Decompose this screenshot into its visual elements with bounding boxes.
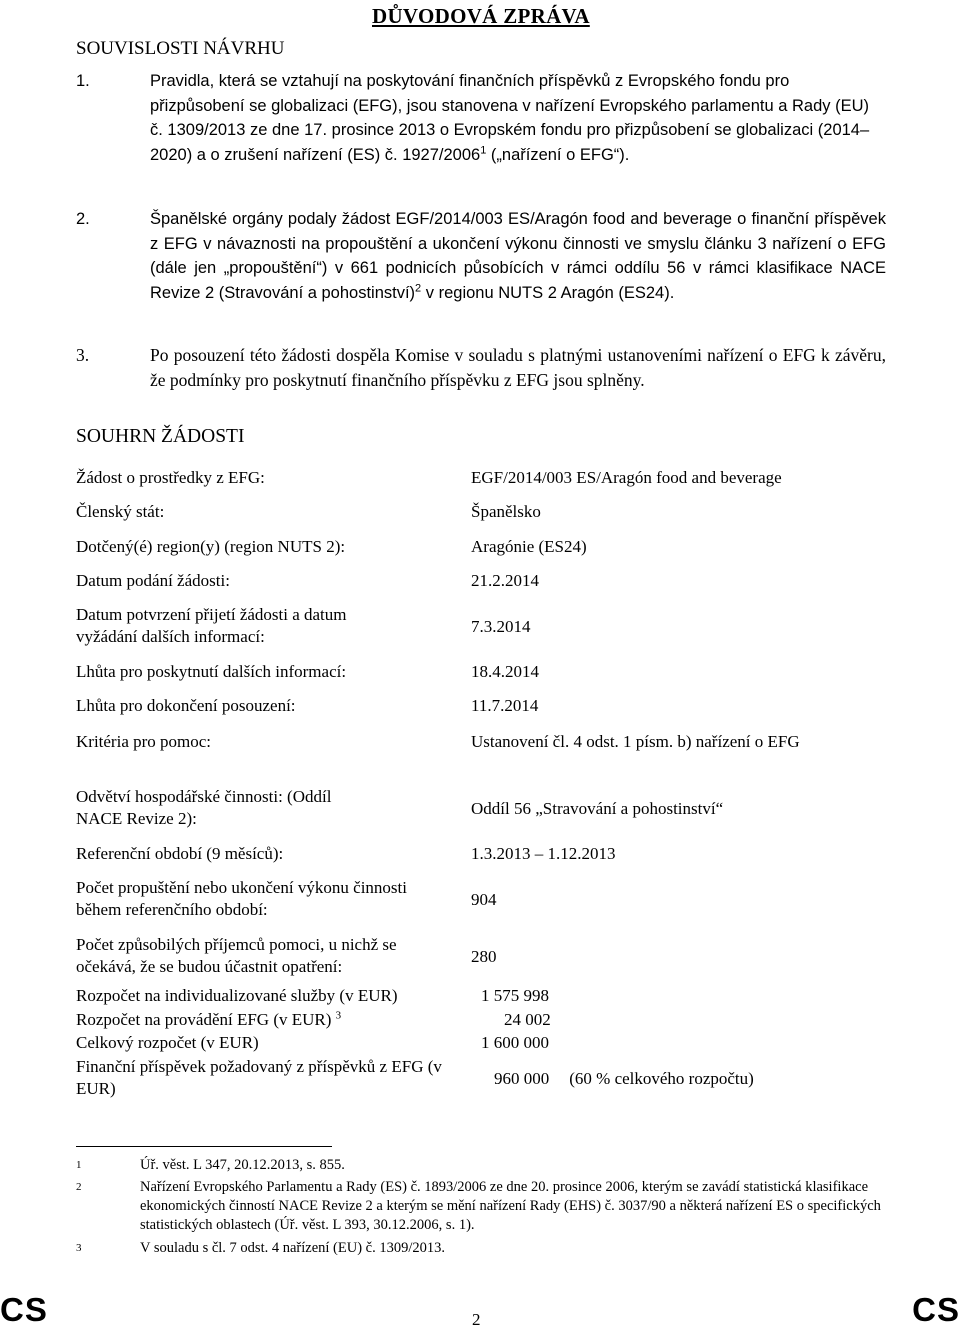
- paragraph-text: v regionu NUTS 2 Aragón (ES24).: [421, 283, 675, 302]
- footnote-ref[interactable]: 3: [335, 1009, 342, 1022]
- row-label: Lhůta pro poskytnutí dalších informací:: [76, 662, 347, 681]
- row-value: 1 575 998: [481, 986, 549, 1005]
- row-label: Rozpočet na individualizované služby (v EUR): [76, 986, 398, 1005]
- row-value: 18.4.2014: [471, 662, 539, 681]
- footnote-number: 3: [76, 1242, 82, 1254]
- paragraph-number: 3.: [76, 345, 90, 365]
- footnote-number: 2: [76, 1181, 82, 1193]
- language-code-right: CS: [912, 1291, 960, 1328]
- row-value: 1.3.2013 – 1.12.2013: [471, 844, 616, 863]
- section-heading-summary: SOUHRN ŽÁDOSTI: [76, 426, 245, 447]
- row-label: Referenční období (9 měsíců):: [76, 844, 284, 863]
- row-label: Datum podání žádosti:: [76, 571, 230, 590]
- row-value: EGF/2014/003 ES/Aragón food and beverage: [471, 468, 782, 487]
- row-value: 11.7.2014: [471, 696, 539, 715]
- row-value: Španělsko: [471, 502, 541, 521]
- footnote: [76, 1156, 906, 1175]
- footnote-text: Nařízení Evropského Parlamentu a Rady (ES) č. 1893/2006 ze dne 20. prosince 2006, kterým se zavádí statistická klasifikace ekonomických činností NACE Revize 2 a kterým se mění nařízení Rady (EHS) č. 3037/90 a některá nařízení ES o specifických statistických oblastech (Úř. věst. L 393, 30.12.2006, s. 1).: [140, 1179, 881, 1233]
- paragraph-number: 2.: [76, 210, 90, 228]
- row-value: [494, 1068, 914, 1090]
- row-value: 24 002: [504, 1010, 551, 1029]
- paragraph-text: („nařízení o EFG“).: [486, 145, 630, 164]
- row-label: Žádost o prostředky z EFG:: [76, 468, 265, 487]
- row-value: Ustanovení čl. 4 odst. 1 písm. b) nařízení o EFG: [471, 732, 800, 751]
- row-value-note: (60 % celkového rozpočtu): [569, 1069, 754, 1088]
- row-value: 1 600 000: [481, 1033, 549, 1052]
- row-value: Oddíl 56 „Stravování a pohostinství“: [471, 799, 724, 818]
- row-label: Počet propuštění nebo ukončení výkonu činnosti během referenčního období:: [76, 878, 407, 919]
- row-label: Dotčený(é) region(y) (region NUTS 2):: [76, 537, 346, 556]
- row-label: Kritéria pro pomoc:: [76, 732, 212, 751]
- row-value: 280: [471, 947, 497, 966]
- footnote-text: V souladu s čl. 7 odst. 4 nařízení (EU) č. 1309/2013.: [140, 1240, 445, 1256]
- section-heading-context: SOUVISLOSTI NÁVRHU: [76, 38, 285, 59]
- footnote: [76, 1178, 906, 1235]
- row-label: Členský stát:: [76, 502, 165, 521]
- paragraph-number: 1.: [76, 72, 90, 90]
- row-value: 7.3.2014: [471, 617, 531, 636]
- row-label: Počet způsobilých příjemců pomoci, u nichž se očekává, že se budou účastnit opatření:: [76, 935, 397, 976]
- footnote: [76, 1239, 906, 1258]
- footnote-divider: [76, 1146, 332, 1147]
- paragraph-text: Po posouzení této žádosti dospěla Komise v souladu s platnými ustanoveními nařízení o EFG k závěru, že podmínky pro poskytnutí finančního příspěvku z EFG jsou splněny.: [150, 345, 886, 390]
- footnote-ref[interactable]: 1: [480, 144, 487, 156]
- language-code-left: CS: [0, 1291, 48, 1328]
- paragraph-3: [76, 343, 886, 392]
- row-label: Celkový rozpočet (v EUR): [76, 1033, 259, 1052]
- footnote-number: 1: [76, 1159, 82, 1171]
- document-title: DŮVODOVÁ ZPRÁVA: [372, 4, 590, 28]
- paragraph-2: [76, 207, 886, 305]
- row-label: Finanční příspěvek požadovaný z příspěvků z EFG (v EUR): [76, 1057, 442, 1098]
- row-label: Datum potvrzení přijetí žádosti a datum vyžádání dalších informací:: [76, 605, 347, 646]
- paragraph-text: Španělské orgány podaly žádost EGF/2014/003 ES/Aragón food and beverage o finanční příspěvek z EFG v návaznosti na propouštění a ukončení výkonu činnosti ve smyslu článku 3 nařízení o EFG (dále jen „propouštění“) v 661 podnicích působících v rámci oddílu 56 v rámci klasifikace NACE Revize 2 (Stravování a pohostinství): [150, 210, 886, 302]
- row-value-amount: 960 000: [494, 1069, 550, 1088]
- row-value: Aragónie (ES24): [471, 537, 587, 556]
- page-number: 2: [472, 1310, 481, 1329]
- row-label: Rozpočet na provádění EFG (v EUR) $^3$: [76, 1009, 342, 1029]
- row-value: 21.2.2014: [471, 571, 539, 590]
- paragraph-text: Pravidla, která se vztahují na poskytování finančních příspěvků z Evropského fondu pro přizpůsobení se globalizaci (EFG), jsou stanovena v nařízení Evropského parlamentu a Rady (EU) č. 1309/2013 ze dne 17. prosince 2013 o Evropském fondu pro přizpůsobení se globalizaci (2014–2020) a o zrušení nařízení (ES) č. 1927/2006: [150, 72, 870, 164]
- row-label: Odvětví hospodářské činnosti: (Oddíl NACE Revize 2):: [76, 787, 332, 828]
- footnote-text: Úř. věst. L 347, 20.12.2013, s. 855.: [140, 1157, 345, 1173]
- paragraph-1: [76, 69, 886, 167]
- row-value: 904: [471, 890, 497, 909]
- row-label: Lhůta pro dokončení posouzení:: [76, 696, 296, 715]
- footnote-ref[interactable]: 2: [415, 282, 422, 294]
